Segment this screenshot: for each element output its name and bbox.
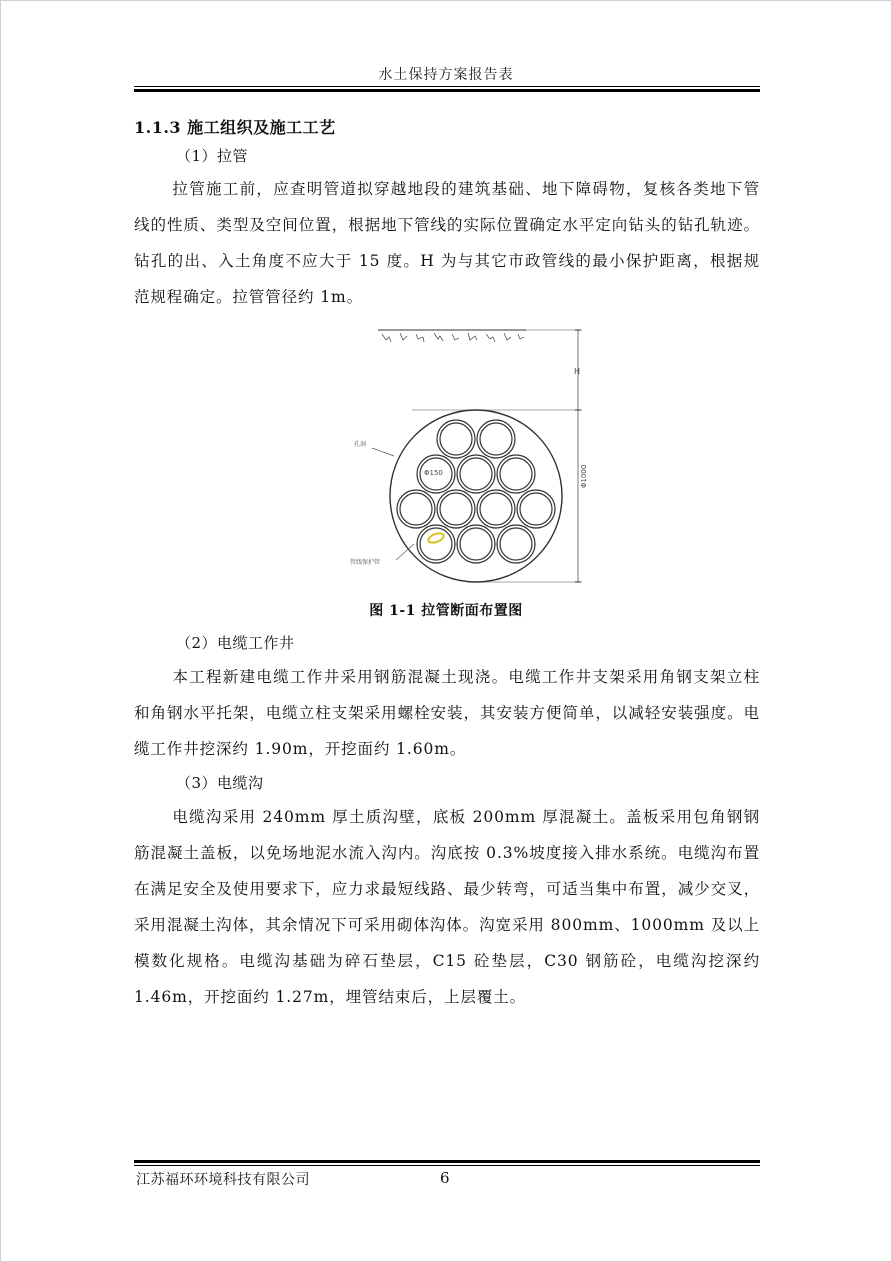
figure-label-dimension: Φ1000 [580, 464, 588, 488]
header-rule-thin [134, 86, 760, 87]
paragraph-text: 本工程新建电缆工作井采用钢筋混凝土现浇。电缆工作井支架采用角钢支架立柱和角钢水平托架，电缆立柱支架采用螺栓安装，其安装方便简单，以减轻安装强度。电缆工作井挖深约 1.90m，开挖面约 1.60m。 [134, 668, 760, 758]
figure-caption: 图 1-1 拉管断面布置图 [369, 603, 523, 619]
paragraph-cable-well [134, 659, 760, 767]
paragraph-pulling-pipe [134, 171, 760, 315]
figure-label-pipe: Φ150 [424, 469, 443, 477]
paragraph-cable-trench [134, 799, 760, 1015]
figure-label-left-top: 孔洞 [354, 441, 367, 448]
footer-company: 江苏福环环境科技有限公司 [136, 1172, 310, 1188]
page-number: 6 [440, 1169, 450, 1187]
subheading-cable-trench: （3）电缆沟 [176, 774, 264, 792]
figure-label-h: H [574, 367, 581, 376]
subheading-cable-well: （2）电缆工作井 [176, 634, 295, 652]
footer-rule-thin [134, 1165, 760, 1166]
header-rule-thick [134, 89, 760, 92]
figure-label-left-bottom: 管线保护管 [350, 559, 381, 566]
subheading-pulling-pipe: （1）拉管 [176, 147, 249, 165]
paragraph-text: 拉管施工前，应查明管道拟穿越地段的建筑基础、地下障碍物，复核各类地下管线的性质、类型及空间位置，根据地下管线的实际位置确定水平定向钻头的钻孔轨迹。钻孔的出、入土角度不应大于 15 度。H 为与其它市政管线的最小保护距离，根据规范规程确定。拉管管径约 1m。 [134, 180, 760, 306]
paragraph-text: 电缆沟采用 240mm 厚土质沟壁，底板 200mm 厚混凝土。盖板采用包角钢钢筋混凝土盖板，以免场地泥水流入沟内。沟底按 0.3%坡度接入排水系统。电缆沟布置在满足安全及使用要求下，应力求最短线路、最少转弯，可适当集中布置，减少交叉，采用混凝土沟体，其余情况下可采用砌体沟体。沟宽采用 800mm、1000mm 及以上模数化规格。电缆沟基础为碎石垫层，C15 砼垫层，C30 钢筋砼，电缆沟挖深约 1.46m，开挖面约 1.27m，埋管结束后，上层覆土。 [134, 808, 760, 1006]
figure-pipe-section [350, 322, 600, 592]
header-title: 水土保持方案报告表 [378, 67, 514, 83]
section-heading: 1.1.3 施工组织及施工工艺 [134, 118, 336, 137]
footer-rule-thick [134, 1160, 760, 1163]
